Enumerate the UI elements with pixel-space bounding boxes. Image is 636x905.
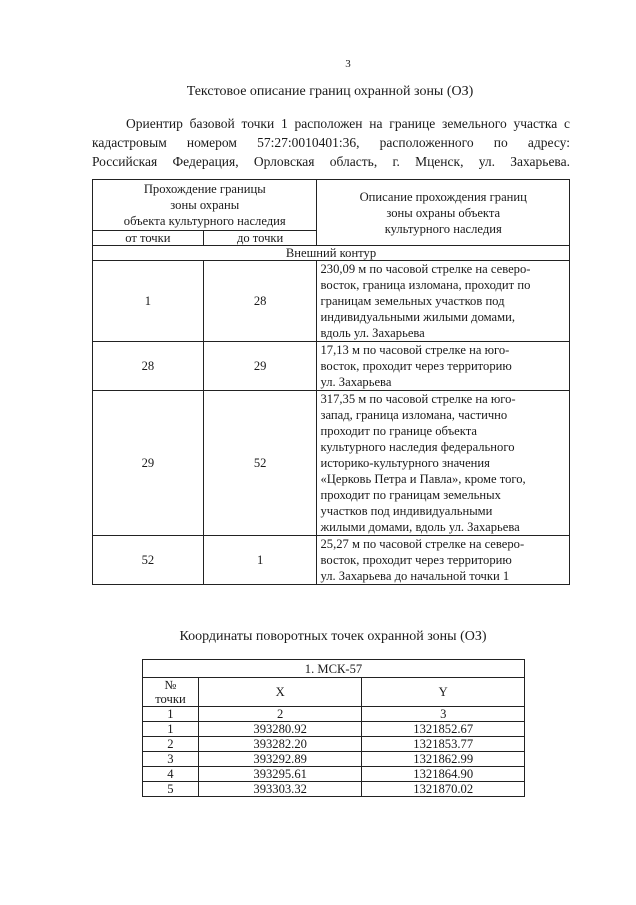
coord-y: 1321870.02 [362, 782, 525, 797]
segment-description [317, 342, 570, 391]
column-index: 2 [198, 707, 362, 722]
intro-line-2: кадастровым номером 57:27:0010401:36, расположенного по адресу: [92, 135, 570, 150]
point-number: 2 [143, 737, 199, 752]
table-row [93, 342, 570, 391]
table-row [143, 752, 525, 767]
description-line: жилыми домами, вдоль ул. Захарьева [320, 520, 520, 534]
to-point: 28 [203, 261, 317, 342]
description-line: запад, граница изломана, частично [320, 408, 508, 422]
header-description-line: культурного наследия [384, 221, 502, 236]
to-point: 29 [203, 342, 317, 391]
column-index: 3 [362, 707, 525, 722]
coordinates-title: Координаты поворотных точек охранной зоны (ОЗ) [179, 629, 487, 644]
description-line: восток, граница изломана, проходит по [320, 278, 531, 292]
description-line: историко-культурного значения [320, 456, 490, 470]
description-line: 25,27 м по часовой стрелке на северо- [320, 537, 525, 551]
description-line: проходит по границам земельных [320, 488, 501, 502]
description-line: проходит по границе объекта [320, 424, 477, 438]
to-point: 52 [203, 391, 317, 536]
coord-y: 1321852.67 [362, 722, 525, 737]
description-line: 17,13 м по часовой стрелке на юго- [320, 343, 510, 357]
header-passage [93, 180, 317, 231]
header-passage-line: зоны охраны [170, 198, 240, 212]
to-point: 1 [203, 536, 317, 585]
description-line: участков под индивидуальными [320, 504, 493, 518]
header-description-line: Описание прохождения границ [359, 189, 527, 204]
page-number: 3 [345, 58, 351, 70]
description-line: 317,35 м по часовой стрелке на юго- [320, 392, 516, 406]
header-passage-line: Прохождение границы [143, 182, 266, 196]
header-description-line: зоны охраны объекта [386, 205, 501, 220]
description-line: 230,09 м по часовой стрелке на северо- [320, 262, 531, 276]
coordinate-system: 1. МСК-57 [143, 660, 525, 678]
segment-description [317, 261, 570, 342]
intro-line-1: Ориентир базовой точки 1 расположен на границе земельного участка с [126, 116, 570, 131]
segment-description [317, 536, 570, 585]
from-point: 1 [93, 261, 204, 342]
coordinates-table [142, 659, 525, 797]
point-number: 5 [143, 782, 199, 797]
boundary-description-table [92, 179, 570, 585]
description-line: восток, проходит через территорию [320, 553, 512, 567]
point-number: 1 [143, 722, 199, 737]
from-point: 52 [93, 536, 204, 585]
segment-description [317, 391, 570, 536]
from-point: 28 [93, 342, 204, 391]
header-to-point: до точки [203, 231, 317, 246]
description-line: ул. Захарьева [320, 375, 392, 389]
coord-x: 393282.20 [198, 737, 362, 752]
outer-contour-label: Внешний контур [93, 246, 570, 261]
section-title: Текстовое описание границ охранной зоны (ОЗ) [186, 84, 474, 99]
header-from-point: от точки [93, 231, 204, 246]
description-line: восток, проходит через территорию [320, 359, 512, 373]
from-point: 29 [93, 391, 204, 536]
coord-x: 393292.89 [198, 752, 362, 767]
description-line: индивидуальными жилыми домами, [320, 310, 515, 324]
coord-y: 1321862.99 [362, 752, 525, 767]
column-index-row [143, 707, 525, 722]
table-row [143, 737, 525, 752]
table-row [93, 261, 570, 342]
description-line: «Церковь Петра и Павла», кроме того, [320, 472, 526, 486]
table-row [143, 767, 525, 782]
table-row [143, 722, 525, 737]
table-row [93, 536, 570, 585]
coord-y: 1321853.77 [362, 737, 525, 752]
point-number: 4 [143, 767, 199, 782]
header-point-number-line: № [164, 678, 177, 692]
coord-x: 393295.61 [198, 767, 362, 782]
column-index: 1 [143, 707, 199, 722]
table-row [93, 391, 570, 536]
table-row [143, 782, 525, 797]
description-line: культурного наследия федерального [320, 440, 515, 454]
description-line: ул. Захарьева до начальной точки 1 [320, 569, 510, 583]
coord-y: 1321864.90 [362, 767, 525, 782]
intro-line-3: Российская Федерация, Орловская область, г. Мценск, ул. Захарьева. [92, 154, 570, 169]
header-point-number [143, 678, 199, 707]
header-y: Y [362, 678, 525, 707]
intro-paragraph [92, 114, 570, 171]
description-line: вдоль ул. Захарьева [320, 326, 425, 340]
header-point-number-line: точки [155, 692, 186, 706]
header-passage-line: объекта культурного наследия [123, 214, 286, 228]
point-number: 3 [143, 752, 199, 767]
coord-x: 393280.92 [198, 722, 362, 737]
header-description [317, 180, 570, 246]
description-line: границам земельных участков под [320, 294, 505, 308]
header-x: X [198, 678, 362, 707]
coord-x: 393303.32 [198, 782, 362, 797]
